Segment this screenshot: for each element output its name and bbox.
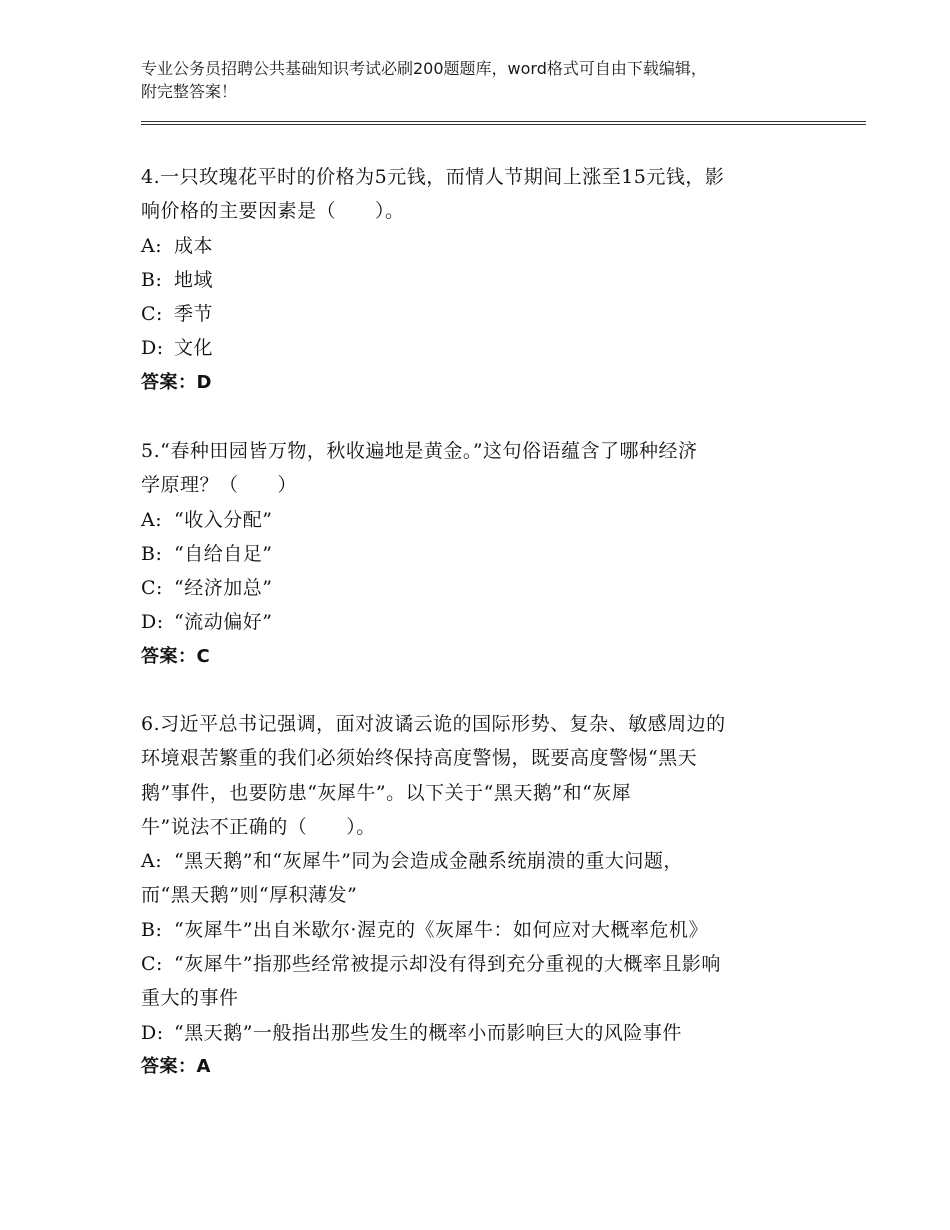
question-stem-line: 学原理？（ ） — [141, 474, 298, 497]
option-a — [141, 503, 821, 537]
option-b — [141, 263, 821, 297]
question-5 — [141, 434, 821, 674]
option-a-continuation: 而“黑天鹅”则“厚积薄发” — [141, 884, 358, 907]
header-line-1: 专业公务员招聘公共基础知识考试必刷200题题库，word格式可自由下载编辑， — [141, 59, 707, 78]
question-stem-line: 环境艰苦繁重的我们必须始终保持高度警惕，既要高度警惕“黑天 — [141, 747, 698, 770]
header-divider-top — [141, 121, 866, 122]
option-text: 文化 — [174, 337, 214, 360]
option-letter: C: — [141, 577, 163, 600]
option-letter: C: — [141, 953, 163, 976]
option-text: 成本 — [174, 234, 214, 257]
option-text: 地域 — [174, 268, 214, 291]
header-line-2: 附完整答案！ — [141, 82, 238, 101]
header-divider-bottom — [141, 124, 866, 125]
question-4 — [141, 160, 821, 400]
option-text: “收入分配” — [174, 508, 273, 531]
question-stem-line: 6.习近平总书记强调，面对波谲云诡的国际形势、复杂、敏感周边的 — [141, 713, 726, 735]
option-c — [141, 947, 821, 981]
option-b — [141, 537, 821, 571]
document-header — [141, 57, 841, 103]
answer-label: 答案：A — [141, 1055, 211, 1077]
option-letter: A: — [141, 508, 163, 531]
option-text: “经济加总” — [174, 577, 273, 600]
option-d — [141, 605, 821, 639]
option-text: “黑天鹅”和“灰犀牛”同为会造成金融系统崩溃的重大问题， — [174, 850, 683, 873]
question-stem-line: 4.一只玫瑰花平时的价格为5元钱，而情人节期间上涨至15元钱，影 — [141, 166, 725, 188]
option-letter: A: — [141, 234, 163, 257]
question-stem-line: 响价格的主要因素是（ ）。 — [141, 200, 405, 223]
option-text: “灰犀牛”指那些经常被提示却没有得到充分重视的大概率且影响 — [174, 953, 721, 976]
option-letter: B: — [141, 542, 163, 565]
option-letter: B: — [141, 918, 163, 941]
option-d — [141, 331, 821, 365]
option-text: “灰犀牛”出自米歇尔·渥克的《灰犀牛：如何应对大概率危机》 — [174, 918, 708, 941]
option-letter: D: — [141, 337, 164, 360]
option-text: “流动偏好” — [174, 611, 273, 634]
option-a — [141, 844, 821, 878]
answer-label: 答案：C — [141, 645, 211, 667]
option-text: “黑天鹅”一般指出那些发生的概率小而影响巨大的风险事件 — [174, 1021, 682, 1044]
answer-label: 答案：D — [141, 371, 212, 393]
option-letter: B: — [141, 268, 163, 291]
question-stem-line: 鹅”事件，也要防患“灰犀牛”。以下关于“黑天鹅”和“灰犀 — [141, 781, 632, 804]
option-b — [141, 913, 821, 947]
option-letter: C: — [141, 303, 163, 326]
option-c-continuation: 重大的事件 — [141, 987, 239, 1010]
option-text: “自给自足” — [174, 542, 273, 565]
question-stem-line: 5.“春种田园皆万物，秋收遍地是黄金。”这句俗语蕴含了哪种经济 — [141, 440, 698, 462]
option-c — [141, 571, 821, 605]
option-c — [141, 297, 821, 331]
option-a — [141, 229, 821, 263]
question-stem-line: 牛”说法不正确的（ ）。 — [141, 815, 376, 838]
option-letter: A: — [141, 850, 163, 873]
option-letter: D: — [141, 1021, 164, 1044]
option-text: 季节 — [174, 303, 214, 326]
question-6 — [141, 707, 821, 1084]
option-letter: D: — [141, 611, 164, 634]
option-d — [141, 1016, 821, 1050]
